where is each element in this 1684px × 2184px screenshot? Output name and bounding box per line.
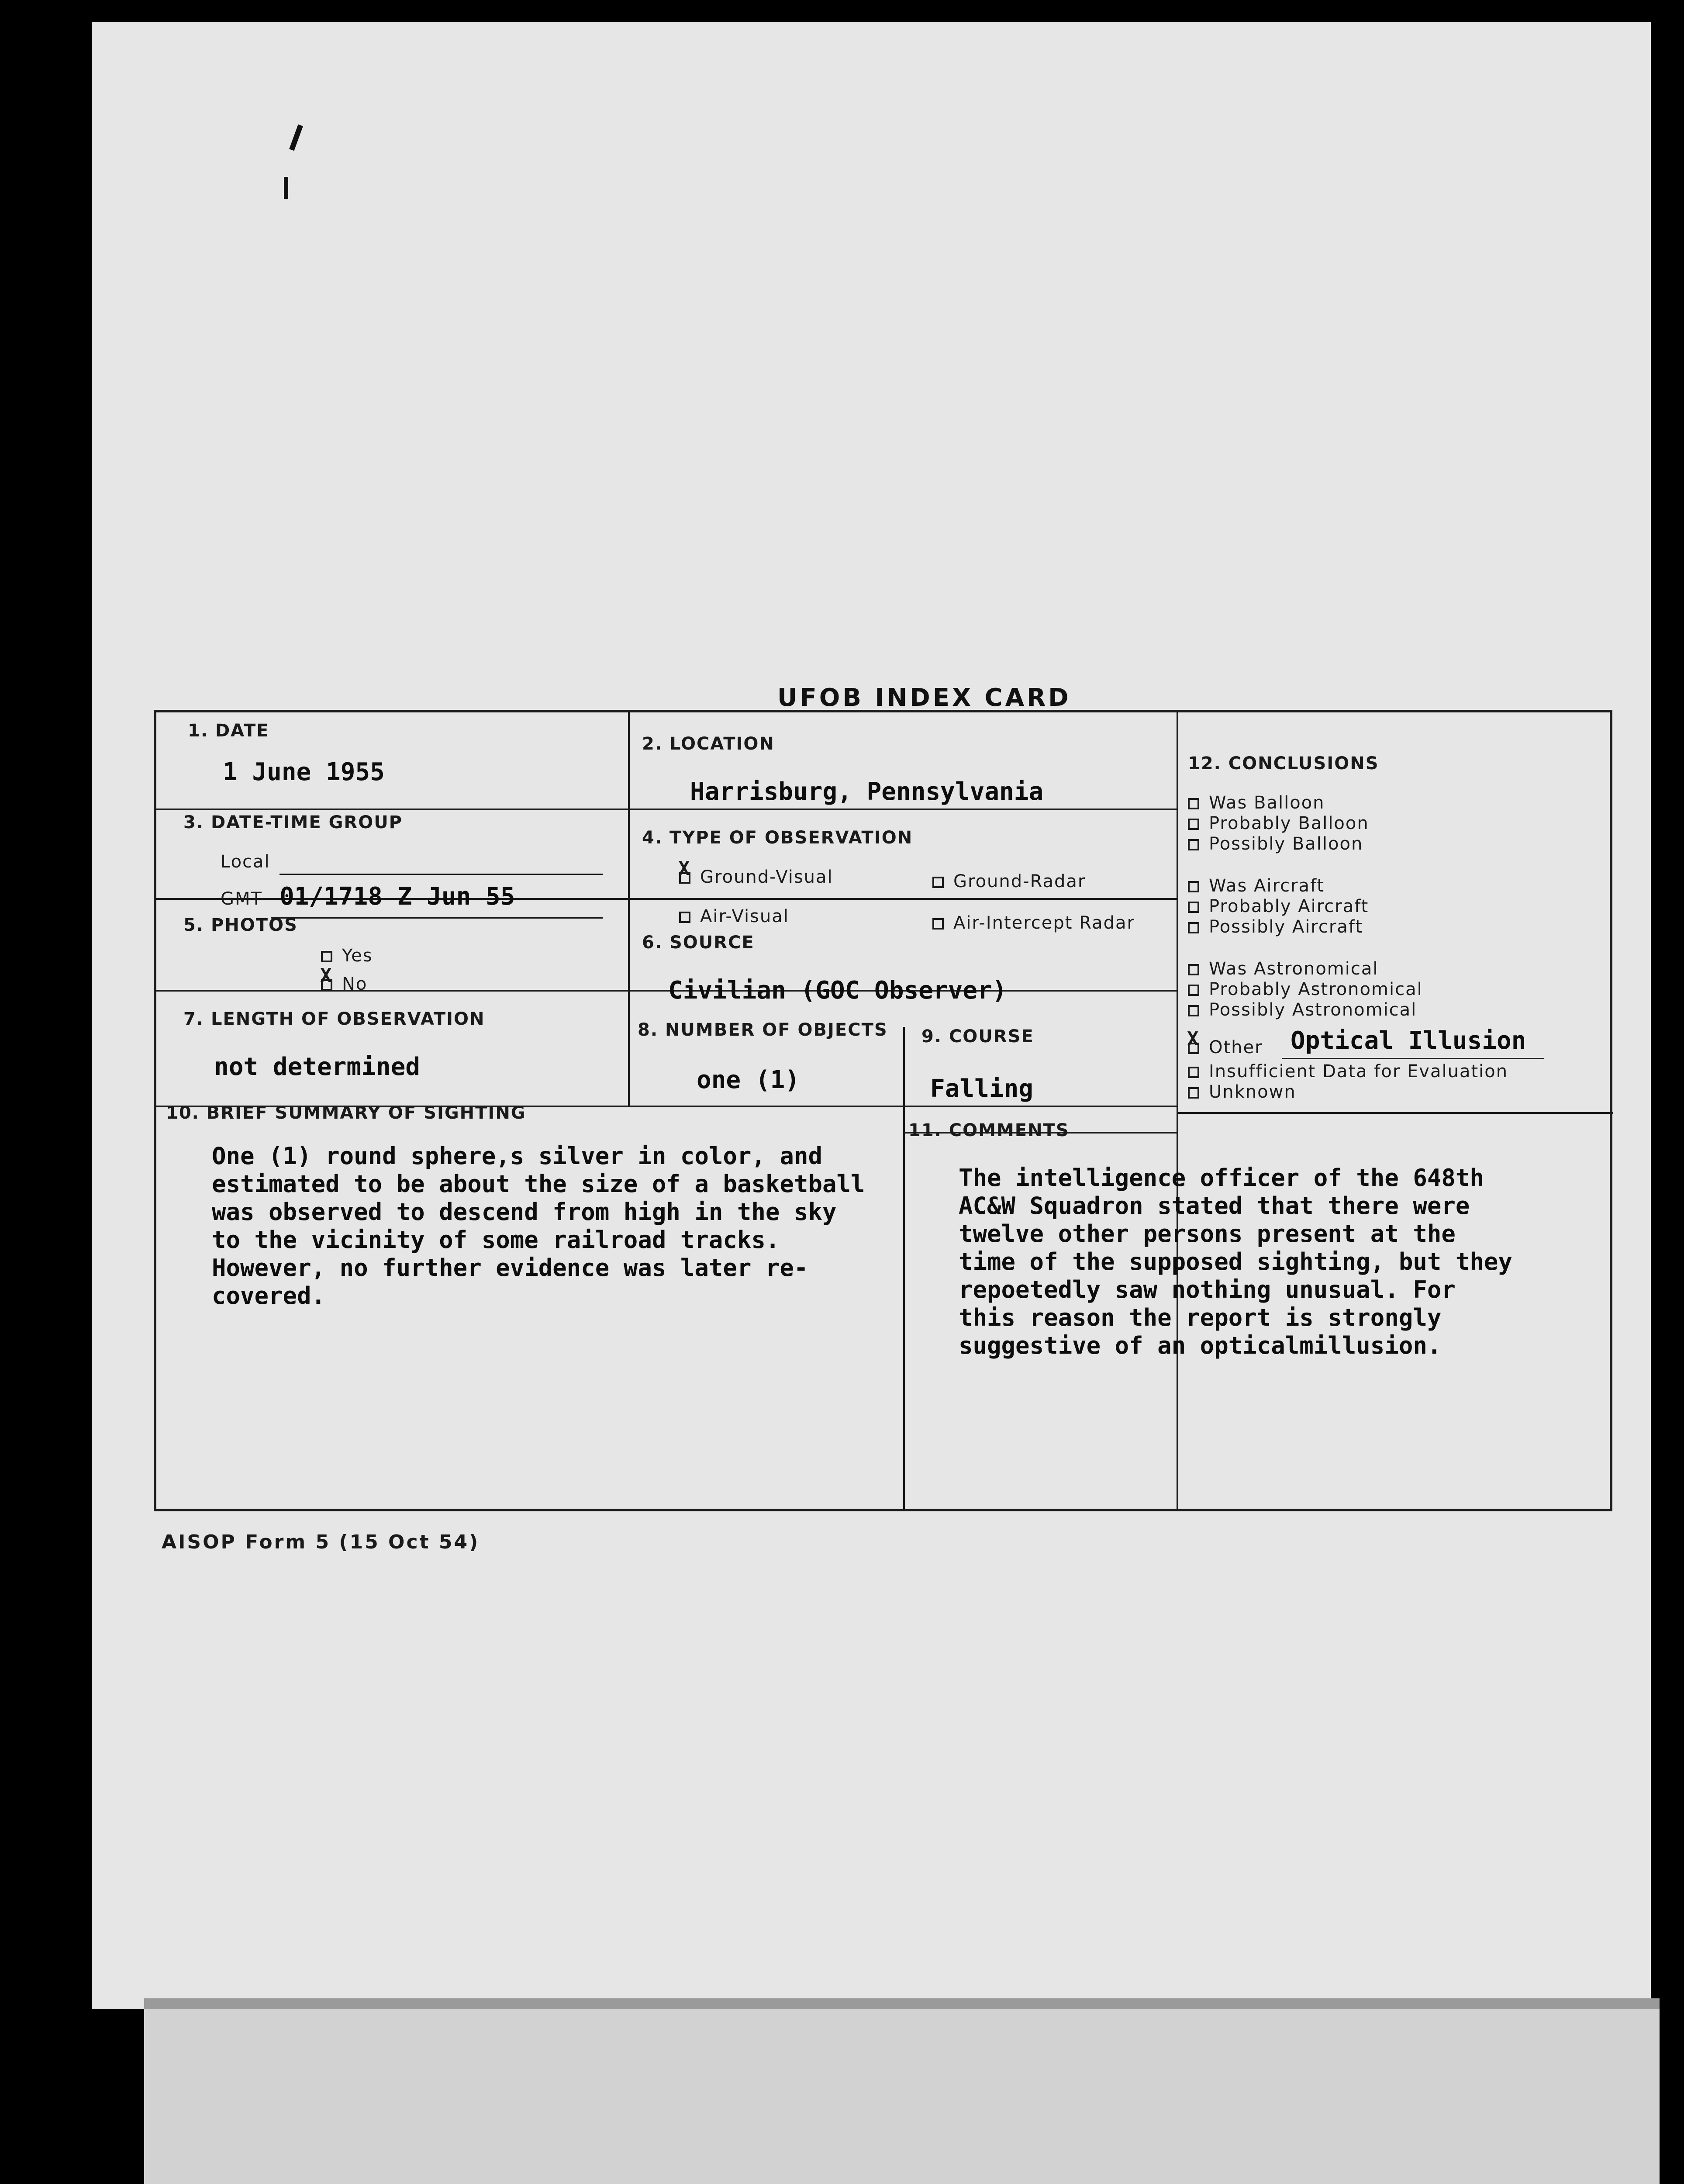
location-label: 2. LOCATION <box>642 734 775 754</box>
form-footer: AISOP Form 5 (15 Oct 54) <box>162 1531 480 1553</box>
conclusion-possibly-astronomical[interactable]: Possibly Astronomical <box>1188 1000 1417 1020</box>
length-value: not determined <box>214 1053 421 1081</box>
photos-label: 5. PHOTOS <box>183 915 298 935</box>
summary-line: was observed to descend from high in the sky <box>212 1198 837 1226</box>
conclusion-other-line <box>1282 1058 1544 1059</box>
checkbox[interactable]: X <box>1188 1043 1199 1054</box>
objects-value: one (1) <box>697 1066 800 1094</box>
checkbox[interactable] <box>932 877 944 888</box>
observation-option-ground-radar[interactable]: Ground-Radar <box>932 871 1086 892</box>
comments-label: 11. COMMENTS <box>908 1120 1070 1140</box>
grid-line <box>1177 712 1178 1511</box>
summary-line: However, no further evidence was later re- <box>212 1254 808 1282</box>
conclusion-possibly-aircraft[interactable]: Possibly Aircraft <box>1188 917 1363 937</box>
comments-line: AC&W Squadron stated that there were <box>959 1192 1470 1220</box>
comments-line: time of the supposed sighting, but they <box>959 1248 1512 1275</box>
grid-line <box>903 1106 905 1511</box>
checkbox[interactable] <box>1188 1087 1199 1099</box>
checkbox[interactable] <box>1188 881 1199 892</box>
conclusions-label: 12. CONCLUSIONS <box>1188 753 1379 774</box>
summary-line: covered. <box>212 1282 326 1310</box>
comments-text <box>959 1164 1512 1360</box>
conclusion-unknown[interactable]: Unknown <box>1188 1082 1296 1102</box>
conclusion-was-balloon[interactable]: Was Balloon <box>1188 793 1325 813</box>
course-label: 9. COURSE <box>921 1026 1034 1047</box>
conclusion-other[interactable]: X Other <box>1187 1028 1263 1057</box>
date-label: 1. DATE <box>188 721 269 741</box>
checkbox[interactable]: X <box>679 872 690 884</box>
checkbox[interactable] <box>932 918 944 930</box>
checkbox[interactable] <box>321 951 332 962</box>
date-value: 1 June 1955 <box>223 758 385 786</box>
conclusion-probably-astronomical[interactable]: Probably Astronomical <box>1188 979 1423 999</box>
checkbox[interactable] <box>1188 819 1199 830</box>
length-label: 7. LENGTH OF OBSERVATION <box>183 1009 485 1029</box>
course-value: Falling <box>930 1075 1034 1103</box>
summary-line: to the vicinity of some railroad tracks. <box>212 1226 780 1254</box>
grid-line <box>903 1027 905 1106</box>
summary-text <box>212 1142 865 1310</box>
observation-option-air-visual[interactable]: Air-Visual <box>679 906 789 926</box>
photos-option-no[interactable]: X No <box>320 964 368 994</box>
checkbox[interactable] <box>1188 964 1199 975</box>
summary-line: estimated to be about the size of a basketball <box>212 1170 865 1198</box>
conclusion-was-astronomical[interactable]: Was Astronomical <box>1188 959 1379 979</box>
summary-label: 10. BRIEF SUMMARY OF SIGHTING <box>166 1103 526 1123</box>
comments-line: twelve other persons present at the <box>959 1220 1456 1248</box>
grid-line <box>628 712 630 1106</box>
source-value: Civilian (GOC Observer) <box>668 976 1007 1005</box>
scan-mark <box>284 177 288 199</box>
location-value: Harrisburg, Pennsylvania <box>690 778 1044 806</box>
conclusion-possibly-balloon[interactable]: Possibly Balloon <box>1188 834 1363 854</box>
checkbox[interactable] <box>1188 1005 1199 1016</box>
comments-line: this reason the report is strongly <box>959 1304 1442 1331</box>
dtg-label: 3. DATE-TIME GROUP <box>183 812 403 833</box>
source-label: 6. SOURCE <box>642 933 755 953</box>
observation-option-air-intercept-radar[interactable]: Air-Intercept Radar <box>932 913 1135 933</box>
checkbox[interactable] <box>1188 839 1199 850</box>
observation-option-ground-visual[interactable]: X Ground-Visual <box>678 857 833 887</box>
paper-lower-sheet <box>144 2009 1660 2184</box>
checkbox[interactable]: X <box>321 979 332 991</box>
dtg-gmt-value: 01/1718 Z Jun 55 <box>280 882 515 911</box>
summary-line: One (1) round sphere,s silver in color, and <box>212 1142 822 1170</box>
grid-line <box>156 809 1177 810</box>
comments-line: repoetedly saw nothing unusual. For <box>959 1276 1456 1303</box>
checkbox[interactable] <box>1188 1067 1199 1078</box>
dtg-local-label: Local <box>221 852 270 872</box>
checkbox[interactable] <box>1188 985 1199 996</box>
objects-label: 8. NUMBER OF OBJECTS <box>638 1020 888 1040</box>
checkbox[interactable] <box>1188 798 1199 809</box>
dtg-gmt-label: GMT <box>221 889 262 909</box>
comments-line: suggestive of an opticalmillusion. <box>959 1332 1442 1359</box>
photos-option-yes[interactable]: Yes <box>321 946 373 966</box>
observation-type-label: 4. TYPE OF OBSERVATION <box>642 828 913 848</box>
checkbox[interactable] <box>1188 902 1199 913</box>
checkbox[interactable] <box>1188 922 1199 933</box>
checkbox[interactable] <box>679 912 690 923</box>
comments-line: The intelligence officer of the 648th <box>959 1164 1484 1192</box>
conclusion-probably-balloon[interactable]: Probably Balloon <box>1188 813 1369 833</box>
dtg-gmt-line <box>271 917 603 919</box>
conclusion-probably-aircraft[interactable]: Probably Aircraft <box>1188 896 1369 916</box>
card-title: UFOB INDEX CARD <box>777 684 1071 712</box>
grid-line <box>1177 1112 1613 1114</box>
grid-line <box>156 990 1177 992</box>
dtg-local-line <box>280 874 603 875</box>
conclusion-other-value: Optical Illusion <box>1291 1026 1526 1055</box>
conclusion-insufficient-data[interactable]: Insufficient Data for Evaluation <box>1188 1061 1508 1082</box>
conclusion-was-aircraft[interactable]: Was Aircraft <box>1188 876 1325 896</box>
